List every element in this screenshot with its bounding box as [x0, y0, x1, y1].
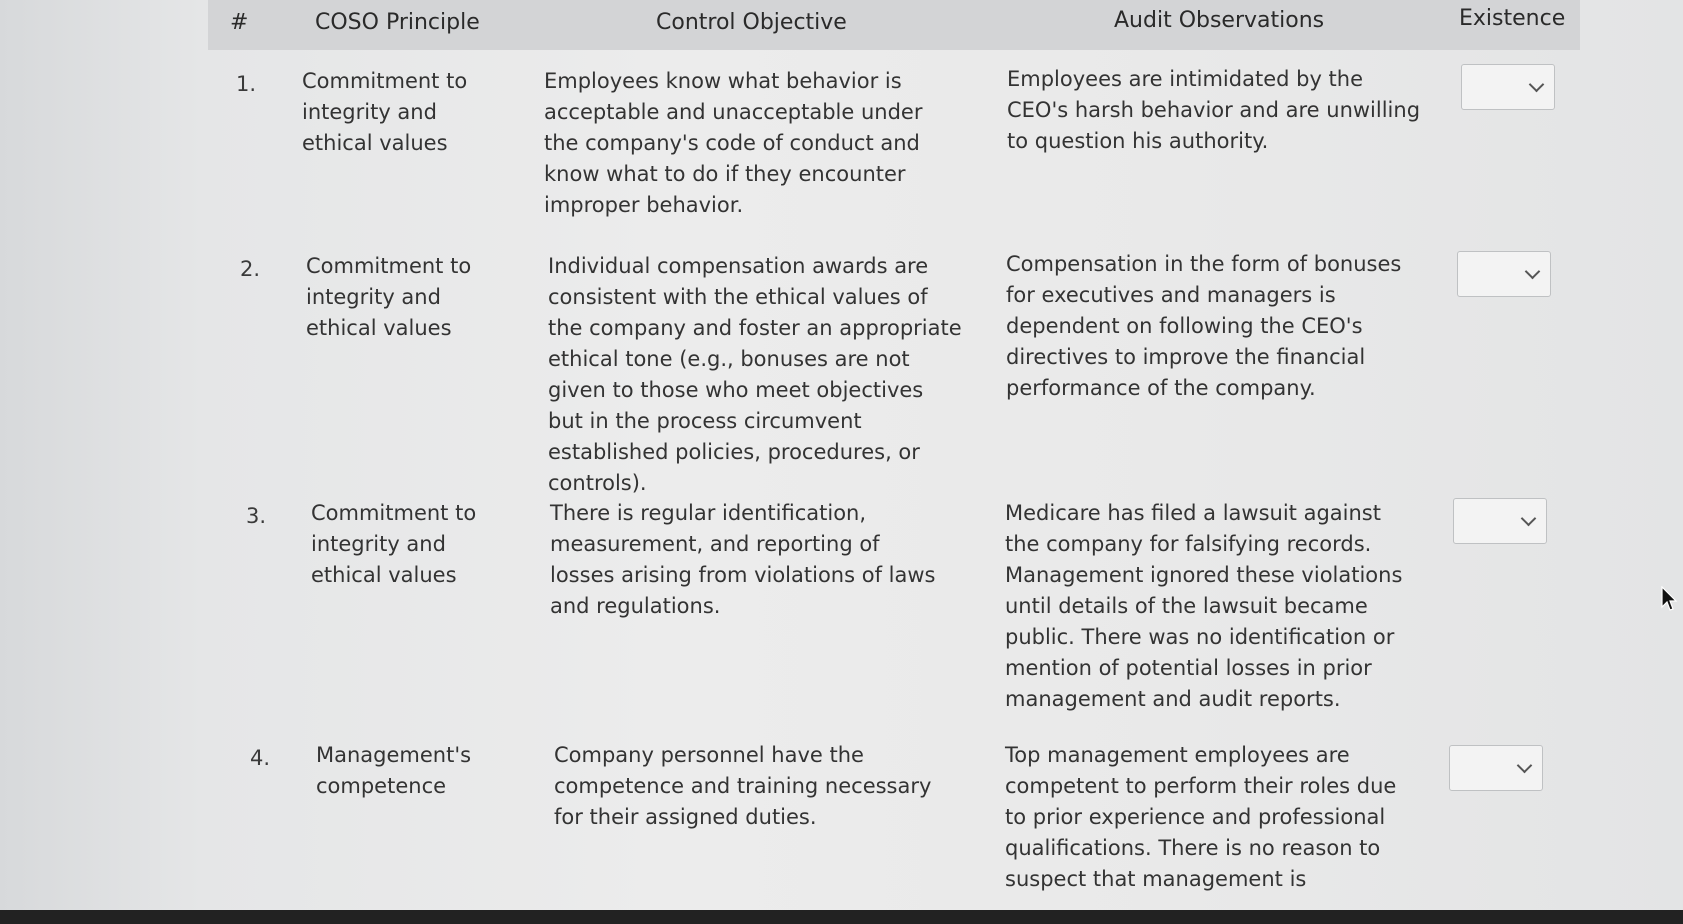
screen-bezel — [0, 910, 1683, 924]
table-header — [208, 0, 1580, 50]
chevron-down-icon — [1517, 758, 1533, 774]
audit-observation-cell: Compensation in the form of bonuses for executives and managers is dependent on following the CEO's directives to improve the financial performance of the company. — [1006, 252, 1402, 400]
existence-dropdown[interactable] — [1457, 251, 1551, 297]
existence-dropdown[interactable] — [1461, 64, 1555, 110]
audit-observation-cell: Top management employees are competent to perform their roles due to prior experience and professional qualifications. There is no reason to suspect that management is — [1005, 743, 1397, 891]
chevron-down-icon — [1521, 511, 1537, 527]
header-number: # — [230, 10, 249, 35]
existence-dropdown[interactable] — [1449, 745, 1543, 791]
row-number: 4. — [250, 746, 271, 770]
audit-observation-cell: Medicare has filed a lawsuit against the company for falsifying records. Management ignored these violations until details of the lawsuit became public. There was no identification or mention of potential losses in prior management and audit reports. — [1005, 501, 1403, 711]
control-objective-cell: Company personnel have the competence and training necessary for their assigned duties. — [554, 743, 932, 829]
row-number: 2. — [240, 257, 261, 281]
chevron-down-icon — [1525, 264, 1541, 280]
header-audit-observations: Audit Observations — [1114, 8, 1325, 33]
header-coso-principle: COSO Principle — [315, 10, 480, 35]
coso-principle-cell: Commitment to integrity and ethical values — [311, 501, 477, 587]
control-objective-cell: Employees know what behavior is acceptable and unacceptable under the company's code of conduct and know what to do if they encounter improper behavior. — [544, 69, 923, 217]
row-number: 1. — [236, 72, 257, 96]
control-objective-cell: Individual compensation awards are consistent with the ethical values of the company and foster an appropriate ethical tone (e.g., bonuses are not given to those who meet objectives but in the process circumvent established policies, procedures, or controls). — [548, 254, 962, 495]
header-control-objective: Control Objective — [656, 10, 847, 35]
row-number: 3. — [246, 504, 267, 528]
chevron-down-icon — [1529, 77, 1545, 93]
coso-principle-cell: Management's competence — [316, 743, 472, 798]
coso-principle-cell: Commitment to integrity and ethical values — [306, 254, 472, 340]
existence-dropdown[interactable] — [1453, 498, 1547, 544]
control-objective-cell: There is regular identification, measurement, and reporting of losses arising from violations of laws and regulations. — [550, 501, 936, 618]
header-existence: Existence — [1459, 6, 1566, 31]
audit-observation-cell: Employees are intimidated by the CEO's harsh behavior and are unwilling to question his authority. — [1007, 67, 1421, 153]
coso-principle-cell: Commitment to integrity and ethical values — [302, 69, 468, 155]
